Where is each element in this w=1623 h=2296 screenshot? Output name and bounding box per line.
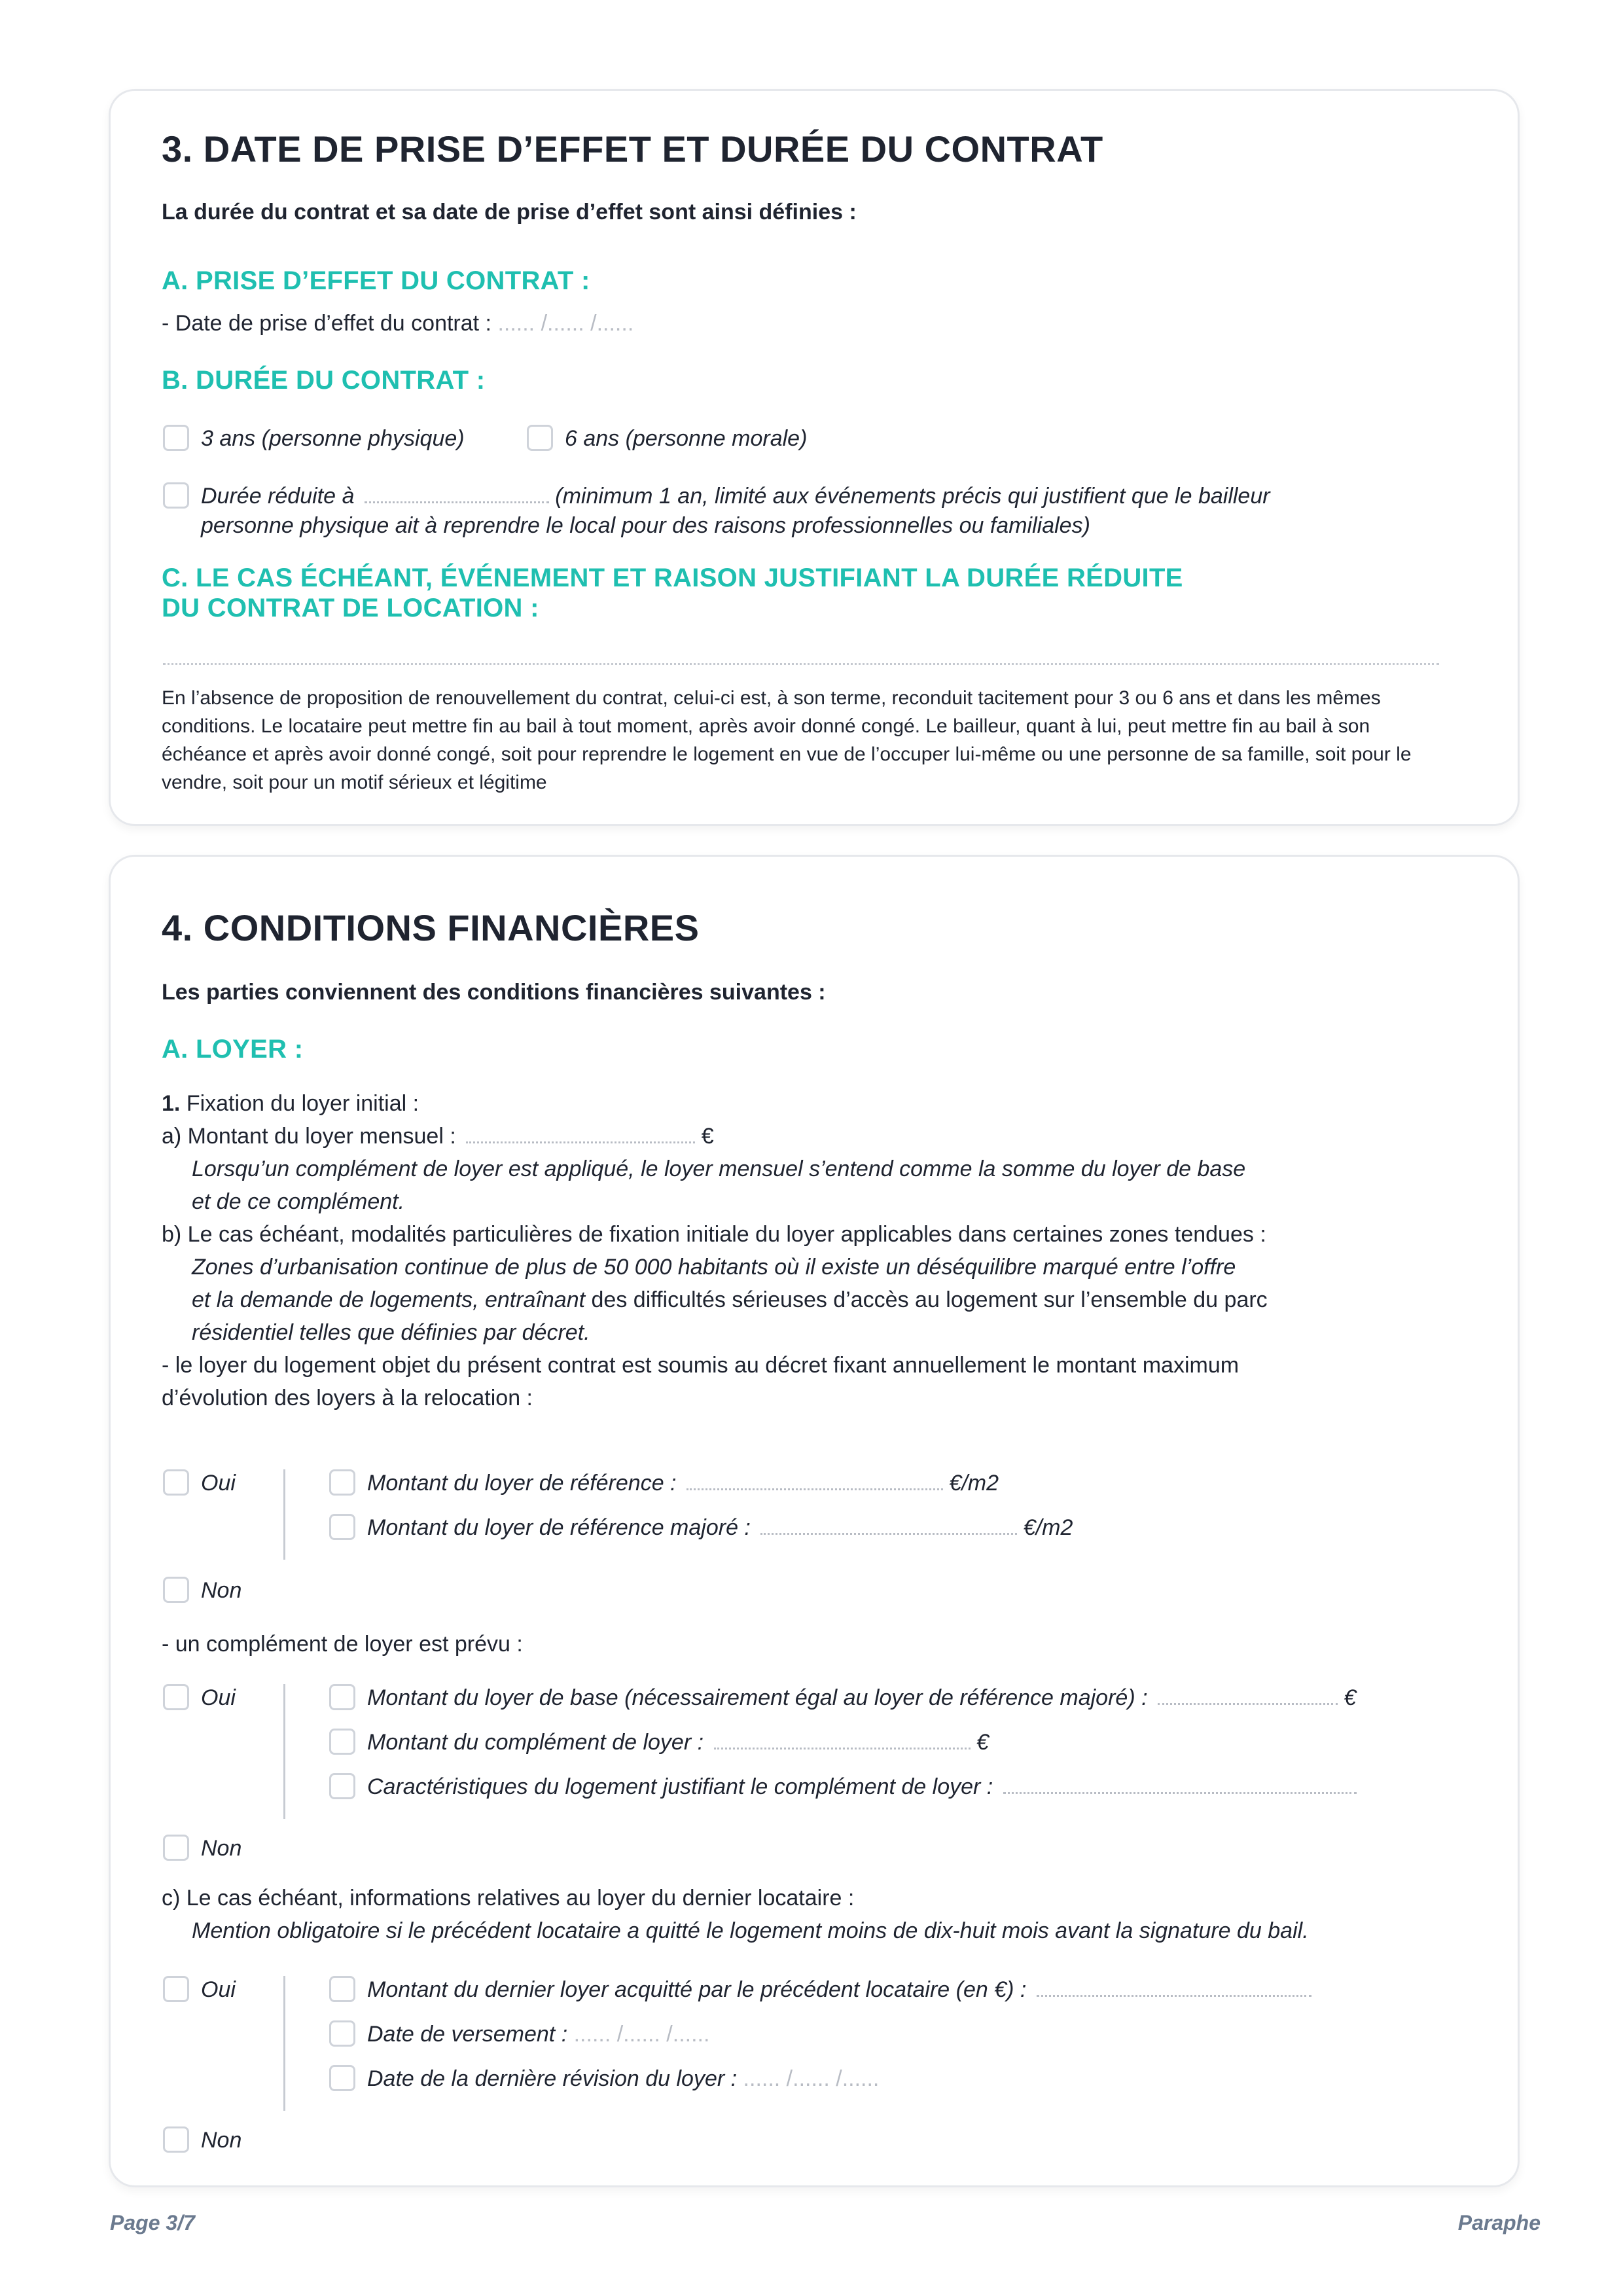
checkbox-loyer-reference-majore[interactable]: [329, 1514, 355, 1540]
loyer-note-2: et de ce complément.: [192, 1189, 405, 1214]
checkbox-complement-non[interactable]: [163, 1835, 189, 1861]
loyer-reference-majore-field[interactable]: [760, 1516, 1017, 1535]
label-6-ans: 6 ans (personne morale): [565, 426, 808, 451]
checkbox-loyer-base[interactable]: [329, 1684, 355, 1710]
loyer-mensuel-label: a) Montant du loyer mensuel :: [162, 1124, 456, 1149]
checkbox-dernier-non[interactable]: [163, 2126, 189, 2153]
page-number: Page 3/7: [110, 2211, 195, 2234]
checkbox-dernier-loyer[interactable]: [329, 1976, 355, 2002]
checkbox-decret-non[interactable]: [163, 1577, 189, 1603]
checkbox-decret-oui[interactable]: [163, 1469, 189, 1496]
section-3a-title: A. PRISE D’EFFET DU CONTRAT :: [162, 266, 590, 295]
zones-note-3: résidentiel telles que définies par décret.: [192, 1320, 590, 1345]
loyer-base-row: [367, 1685, 1356, 1711]
checkbox-duree-reduite[interactable]: [163, 482, 189, 509]
loyer-base-euro: €: [1344, 1685, 1357, 1710]
dernier-loyer-row: [367, 1977, 1311, 2003]
zones-note-1: Zones d’urbanisation continue de plus de 50 000 habitants où il existe un déséquilibre marqué entre l’offre: [192, 1255, 1236, 1280]
section-3-card: [109, 89, 1520, 826]
date-revision-label: Date de la dernière révision du loyer :: [367, 2066, 738, 2091]
date-versement-label: Date de versement :: [367, 2022, 568, 2047]
date-revision-field[interactable]: ...... /...... /......: [743, 2066, 880, 2091]
loyer-base-field[interactable]: [1158, 1686, 1338, 1705]
loyer-mensuel-euro: €: [701, 1124, 714, 1149]
duree-reduite-note-2: personne physique ait à reprendre le local pour des raisons professionnelles ou familiales): [201, 513, 1090, 538]
complement-oui-label: Oui: [201, 1685, 236, 1710]
dernier-loyer-label: Montant du dernier loyer acquitté par le précédent locataire (en €) :: [367, 1977, 1027, 2002]
zones-note-2: [192, 1287, 1268, 1313]
decret-line-2: d’évolution des loyers à la relocation :: [162, 1386, 533, 1410]
section-4-card: [109, 855, 1520, 2187]
section-4-intro: Les parties conviennent des conditions financières suivantes :: [162, 980, 826, 1005]
checkbox-dernier-oui[interactable]: [163, 1976, 189, 2002]
checkbox-caracteristiques[interactable]: [329, 1773, 355, 1799]
duree-reduite-label: Durée réduite à: [201, 484, 355, 509]
checkbox-loyer-reference[interactable]: [329, 1469, 355, 1496]
complement-non-label: Non: [201, 1836, 242, 1861]
checkbox-date-revision[interactable]: [329, 2065, 355, 2091]
effect-date-label: - Date de prise d’effet du contrat :: [162, 311, 491, 336]
section-3-intro: La durée du contrat et sa date de prise d’effet sont ainsi définies :: [162, 200, 857, 224]
section-3c-title-1: C. LE CAS ÉCHÉANT, ÉVÉNEMENT ET RAISON JUSTIFIANT LA DURÉE RÉDUITE: [162, 564, 1183, 592]
complement-montant-field[interactable]: [714, 1731, 971, 1749]
duree-reduite-row: [201, 484, 1270, 509]
caracteristiques-field[interactable]: [1003, 1775, 1357, 1794]
divider: [283, 1684, 285, 1819]
loyer-reference-majore-unit: €/m2: [1023, 1515, 1073, 1540]
effect-date-field[interactable]: ...... /...... /......: [497, 311, 634, 336]
fixation-number: 1.: [162, 1091, 181, 1116]
dernier-locataire-line: c) Le cas échéant, informations relatives au loyer du dernier locataire :: [162, 1886, 855, 1910]
checkbox-6-ans[interactable]: [527, 425, 553, 451]
loyer-mensuel-field[interactable]: [466, 1124, 695, 1143]
dernier-oui-label: Oui: [201, 1977, 236, 2002]
complement-montant-euro: €: [976, 1730, 989, 1755]
checkbox-3-ans[interactable]: [163, 425, 189, 451]
caracteristiques-label: Caractéristiques du logement justifiant le complément de loyer :: [367, 1774, 993, 1799]
duree-reduite-note-1: (minimum 1 an, limité aux événements précis qui justifient que le bailleur: [555, 484, 1270, 509]
checkbox-date-versement[interactable]: [329, 2020, 355, 2047]
decret-oui-label: Oui: [201, 1471, 236, 1496]
loyer-base-label: Montant du loyer de base (nécessairement égal au loyer de référence majoré) :: [367, 1685, 1148, 1710]
loyer-reference-majore-row: [367, 1515, 1073, 1541]
section-3-title: 3. DATE DE PRISE D’EFFET ET DURÉE DU CONTRAT: [162, 128, 1103, 170]
divider: [283, 1976, 285, 2111]
caracteristiques-row: [367, 1774, 1357, 1800]
loyer-mensuel-row: [162, 1124, 714, 1149]
zones-note-2-italic: et la demande de logements, entraînant: [192, 1287, 586, 1312]
date-versement-field[interactable]: ...... /...... /......: [573, 2022, 710, 2047]
loyer-reference-row: [367, 1471, 999, 1496]
dernier-non-label: Non: [201, 2128, 242, 2153]
zones-tendues-line: b) Le cas échéant, modalités particulières de fixation initiale du loyer applicables dans certaines zones tendues :: [162, 1222, 1266, 1247]
loyer-reference-unit: €/m2: [949, 1471, 999, 1496]
divider: [283, 1469, 285, 1560]
section-3c-field[interactable]: [163, 663, 1439, 665]
complement-intro: - un complément de loyer est prévu :: [162, 1632, 523, 1657]
zones-note-2-rest: des difficultés sérieuses d’accès au logement sur l’ensemble du parc: [585, 1287, 1268, 1312]
section-4a-title: A. LOYER :: [162, 1035, 304, 1064]
section-3b-title: B. DURÉE DU CONTRAT :: [162, 366, 486, 395]
checkbox-complement-montant[interactable]: [329, 1729, 355, 1755]
loyer-reference-majore-label: Montant du loyer de référence majoré :: [367, 1515, 751, 1540]
duree-reduite-field[interactable]: [365, 484, 549, 503]
loyer-reference-label: Montant du loyer de référence :: [367, 1471, 677, 1496]
dernier-locataire-note: Mention obligatoire si le précédent locataire a quitté le logement moins de dix-huit mois avant la signature du bail.: [192, 1918, 1309, 1943]
paraphe-label: Paraphe: [1457, 2211, 1541, 2234]
dernier-loyer-field[interactable]: [1037, 1978, 1311, 1997]
date-versement-row: [367, 2022, 709, 2047]
section-3c-title-2: DU CONTRAT DE LOCATION :: [162, 594, 539, 622]
complement-montant-row: [367, 1730, 989, 1755]
effect-date-row: [162, 311, 633, 336]
label-3-ans: 3 ans (personne physique): [201, 426, 465, 451]
fixation-row: [162, 1091, 419, 1117]
complement-montant-label: Montant du complément de loyer :: [367, 1730, 704, 1755]
decret-line-1: - le loyer du logement objet du présent contrat est soumis au décret fixant annuellement le montant maximum: [162, 1353, 1240, 1378]
date-revision-row: [367, 2066, 879, 2092]
section-4-title: 4. CONDITIONS FINANCIÈRES: [162, 907, 700, 948]
loyer-reference-field[interactable]: [687, 1471, 943, 1490]
loyer-note-1: Lorsqu’un complément de loyer est appliqué, le loyer mensuel s’entend comme la somme du loyer de base: [192, 1157, 1246, 1181]
section-3-paragraph: En l’absence de proposition de renouvellement du contrat, celui-ci est, à son terme, reconduit tacitement pour 3 ou 6 ans et dans les mêmes conditions. Le locataire peut mettre fin au bail à tout moment, après avoir donné congé. Le bailleur, quant à lui, peut mettre fin au bail à son échéance et après avoir donné congé, soit pour reprendre le logement en vue de l’occuper lui-même ou une personne de sa famille, soit pour le vendre, soit pour un motif sérieux et légitime: [162, 687, 1412, 793]
checkbox-complement-oui[interactable]: [163, 1684, 189, 1710]
fixation-label: Fixation du loyer initial :: [186, 1091, 419, 1116]
decret-non-label: Non: [201, 1578, 242, 1603]
